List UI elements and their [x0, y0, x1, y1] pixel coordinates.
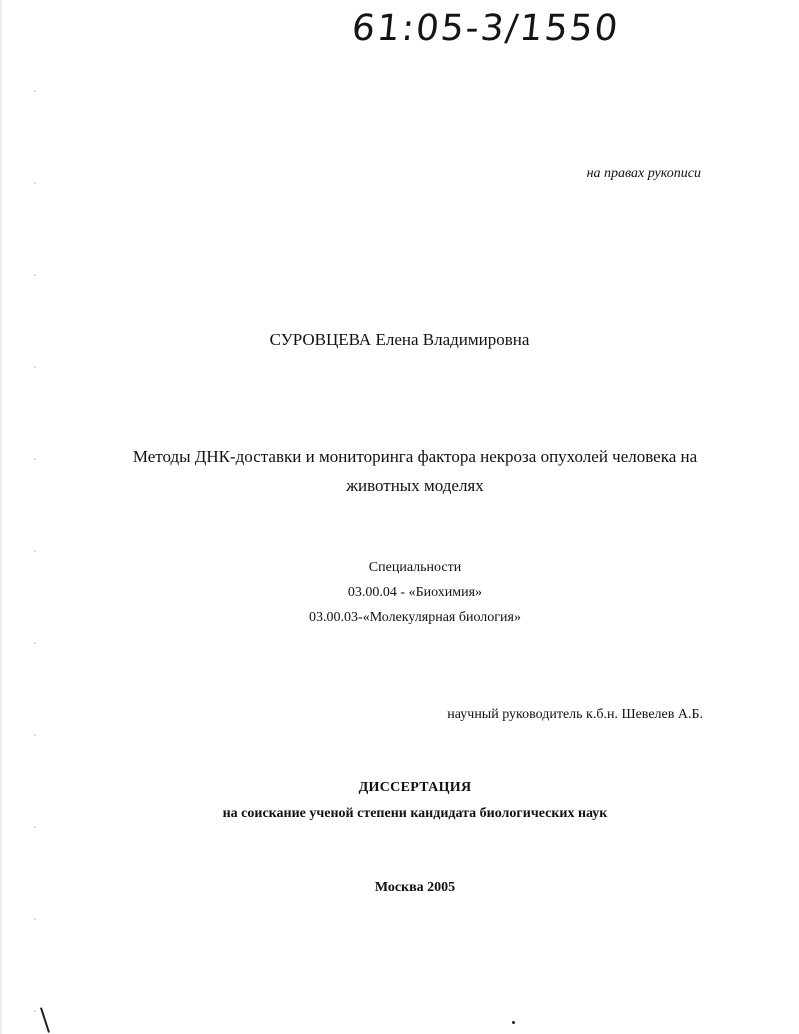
scan-artifact-stroke — [40, 1007, 50, 1032]
specialty-item: 03.00.04 - «Биохимия» — [347, 585, 483, 600]
manuscript-note: на правах рукописи — [586, 166, 701, 181]
dissertation-title — [100, 442, 730, 500]
supervisor: научный руководитель к.б.н. Шевелев А.Б. — [447, 707, 703, 722]
degree-line: на соискание ученой степени кандидата биологических наук — [222, 806, 608, 821]
dissertation-heading: ДИССЕРТАЦИЯ — [358, 780, 472, 795]
scan-artifact-dot — [512, 1021, 515, 1024]
archive-number: 61:05-3/1550 — [349, 8, 622, 49]
specialty-item: 03.00.03-«Молекулярная биология» — [309, 610, 521, 625]
city-year: Москва 2005 — [374, 880, 456, 895]
title-line: животных моделях — [346, 476, 484, 495]
specialties-label: Специальности — [368, 560, 462, 575]
scan-margin-marks — [34, 0, 36, 1034]
title-line: Методы ДНК-доставки и мониторинга фактора некроза опухолей человека на — [132, 447, 698, 466]
scan-edge — [0, 0, 3, 1034]
author-name: СУРОВЦЕВА Елена Владимировна — [269, 330, 530, 349]
